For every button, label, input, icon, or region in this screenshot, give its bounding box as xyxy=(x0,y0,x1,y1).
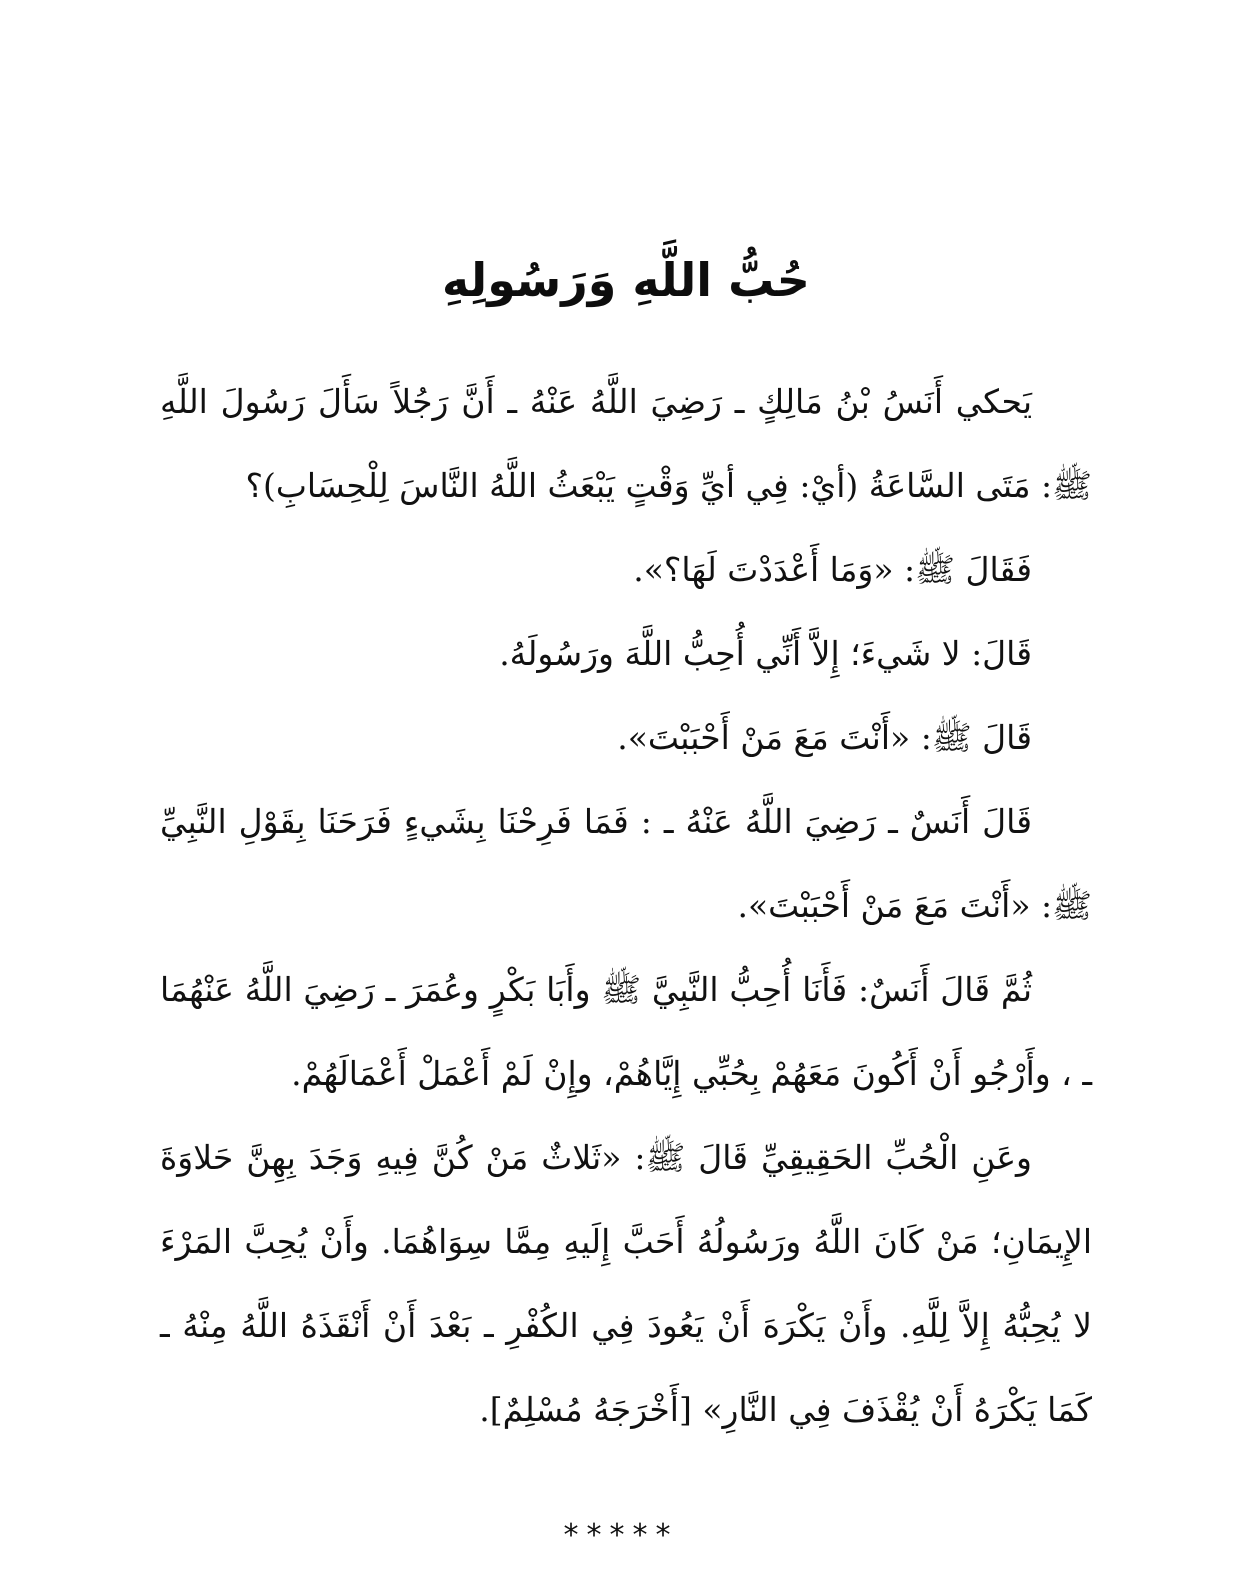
section-divider: ***** xyxy=(563,1518,679,1553)
paragraph-anas-joy: قَالَ أَنَسٌ ـ رَضِيَ اللَّهُ عَنْهُ ـ : فَمَا فَرِحْنَا بِشَيءٍ فَرَحَنَا بِقَوْلِ النَّبِيِّ ﷺ: «أَنْتَ مَعَ مَنْ أَحْبَبْتَ». xyxy=(160,802,1092,925)
paragraph-anas-love: ثُمَّ قَالَ أَنَسٌ: فَأَنَا أُحِبُّ النَّبِيَّ ﷺ وأَبَا بَكْرٍ وعُمَرَ ـ رَضِيَ اللَّهُ عَنْهُمَا ـ ، وأَرْجُو أَنْ أَكُونَ مَعَهُمْ بِحُبِّي إِيَّاهُمْ، وإِنْ لَمْ أَعْمَلْ أَعْمَالَهُمْ. xyxy=(160,970,1092,1093)
page-title: حُبُّ اللَّهِ وَرَسُولِهِ xyxy=(442,253,810,307)
paragraph-anas-narration: يَحكي أَنَسُ بْنُ مَالِكٍ ـ رَضِيَ اللَّهُ عَنْهُ ـ أَنَّ رَجُلاً سَأَلَ رَسُولَ اللَّهِ ﷺ: مَتَى السَّاعَةُ (أيْ: فِي أيِّ وَقْتٍ يَبْعَثُ اللَّهُ النَّاسَ لِلْحِسَابِ)؟ xyxy=(160,382,1092,505)
paragraph-man-answer: قَالَ: لا شَيءَ؛ إِلاَّ أَنِّي أُحِبُّ اللَّهَ ورَسُولَهُ. xyxy=(499,634,1032,673)
paragraph-prophet-question: فَقَالَ ﷺ: «وَمَا أَعْدَدْتَ لَهَا؟». xyxy=(633,550,1032,589)
paragraph-prophet-reply: قَالَ ﷺ: «أَنْتَ مَعَ مَنْ أَحْبَبْتَ». xyxy=(617,718,1032,757)
paragraph-true-love-hadith: وعَنِ الْحُبِّ الحَقِيقِيِّ قَالَ ﷺ: «ثَلاثٌ مَنْ كُنَّ فِيهِ وَجَدَ بِهِنَّ حَلاوَةَ الإِيمَانِ؛ مَنْ كَانَ اللَّهُ ورَسُولُهُ أَحَبَّ إِلَيهِ مِمَّا سِوَاهُمَا. وأَنْ يُحِبَّ المَرْءَ لا يُحِبُّهُ إِلاَّ لِلَّهِ. وأَنْ يَكْرَهَ أَنْ يَعُودَ فِي الكُفْرِ ـ بَعْدَ أَنْ أَنْقَذَهُ اللَّهُ مِنْهُ ـ كَمَا يَكْرَهُ أَنْ يُقْذَفَ فِي النَّارِ» [أَخْرَجَهُ مُسْلِمٌ]. xyxy=(160,1138,1092,1429)
page-content xyxy=(160,240,1092,1452)
